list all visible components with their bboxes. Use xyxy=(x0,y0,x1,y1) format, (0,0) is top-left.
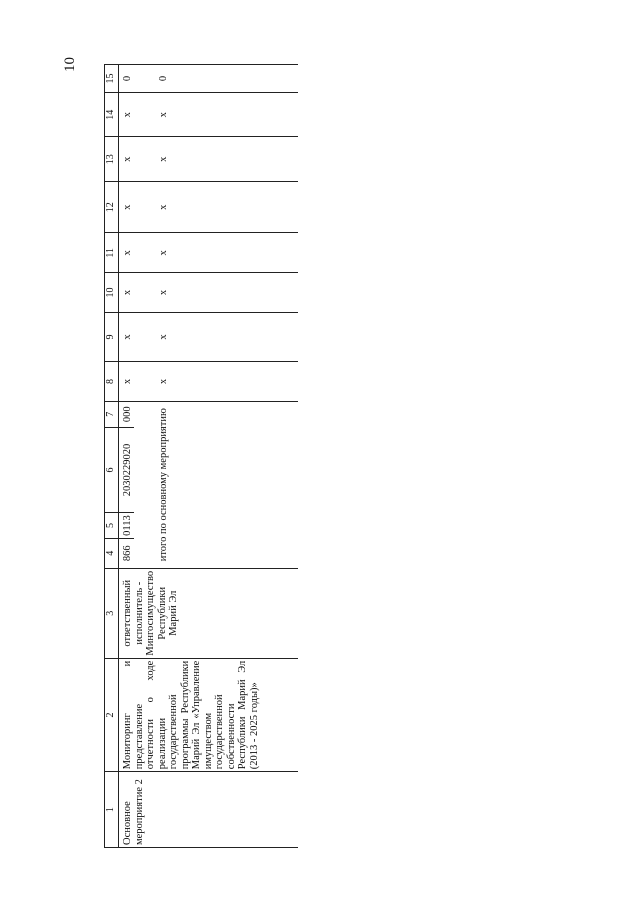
col-header-13: 13 xyxy=(105,137,119,182)
cell-code-grbs: 866 xyxy=(119,538,134,568)
cell-col-12: x xyxy=(119,182,134,233)
col-header-8: 8 xyxy=(105,362,119,402)
col-header-11: 11 xyxy=(105,233,119,273)
column-number-header xyxy=(105,65,119,848)
total-col-12: x xyxy=(134,182,298,233)
total-col-15: 0 xyxy=(134,65,298,93)
total-col-11: x xyxy=(134,233,298,273)
event-description-cell: Мониторинг и представление отчетности о ходе реализации государственной программы Республики Марий Эл «Управление имуществом государственной собственности Республики Марий Эл (2013 - 2025 годы)» xyxy=(119,658,298,772)
total-col-10: x xyxy=(134,273,298,313)
col-header-7: 7 xyxy=(105,401,119,427)
event-name-cell: Основное мероприятие 2 xyxy=(119,772,298,848)
total-col-13: x xyxy=(134,137,298,182)
col-header-12: 12 xyxy=(105,182,119,233)
col-header-4: 4 xyxy=(105,538,119,568)
col-header-6: 6 xyxy=(105,427,119,513)
col-header-9: 9 xyxy=(105,312,119,361)
table-row-main xyxy=(119,65,134,848)
cell-code-csr: 2030229020 xyxy=(119,427,134,513)
page-number: 10 xyxy=(62,57,78,72)
col-header-5: 5 xyxy=(105,513,119,539)
program-table xyxy=(104,64,298,848)
responsible-executor-cell: ответственный исполнитель - Мингосимущество Республики Марий Эл xyxy=(119,568,298,658)
total-col-9: x xyxy=(134,312,298,361)
cell-col-13: x xyxy=(119,137,134,182)
cell-col-14: x xyxy=(119,92,134,137)
col-header-2: 2 xyxy=(105,658,119,772)
total-col-14: x xyxy=(134,92,298,137)
cell-code-rzpr: 0113 xyxy=(119,513,134,539)
total-label-cell: итого по основному мероприятию xyxy=(134,401,298,568)
cell-col-11: x xyxy=(119,233,134,273)
col-header-3: 3 xyxy=(105,568,119,658)
col-header-1: 1 xyxy=(105,772,119,848)
cell-col-8: x xyxy=(119,362,134,402)
cell-col-15: 0 xyxy=(119,65,134,93)
cell-code-vr: 000 xyxy=(119,401,134,427)
cell-col-10: x xyxy=(119,273,134,313)
col-header-15: 15 xyxy=(105,65,119,93)
total-col-8: x xyxy=(134,362,298,402)
col-header-14: 14 xyxy=(105,92,119,137)
rotated-table-sheet xyxy=(62,57,304,848)
cell-col-9: x xyxy=(119,312,134,361)
col-header-10: 10 xyxy=(105,273,119,313)
